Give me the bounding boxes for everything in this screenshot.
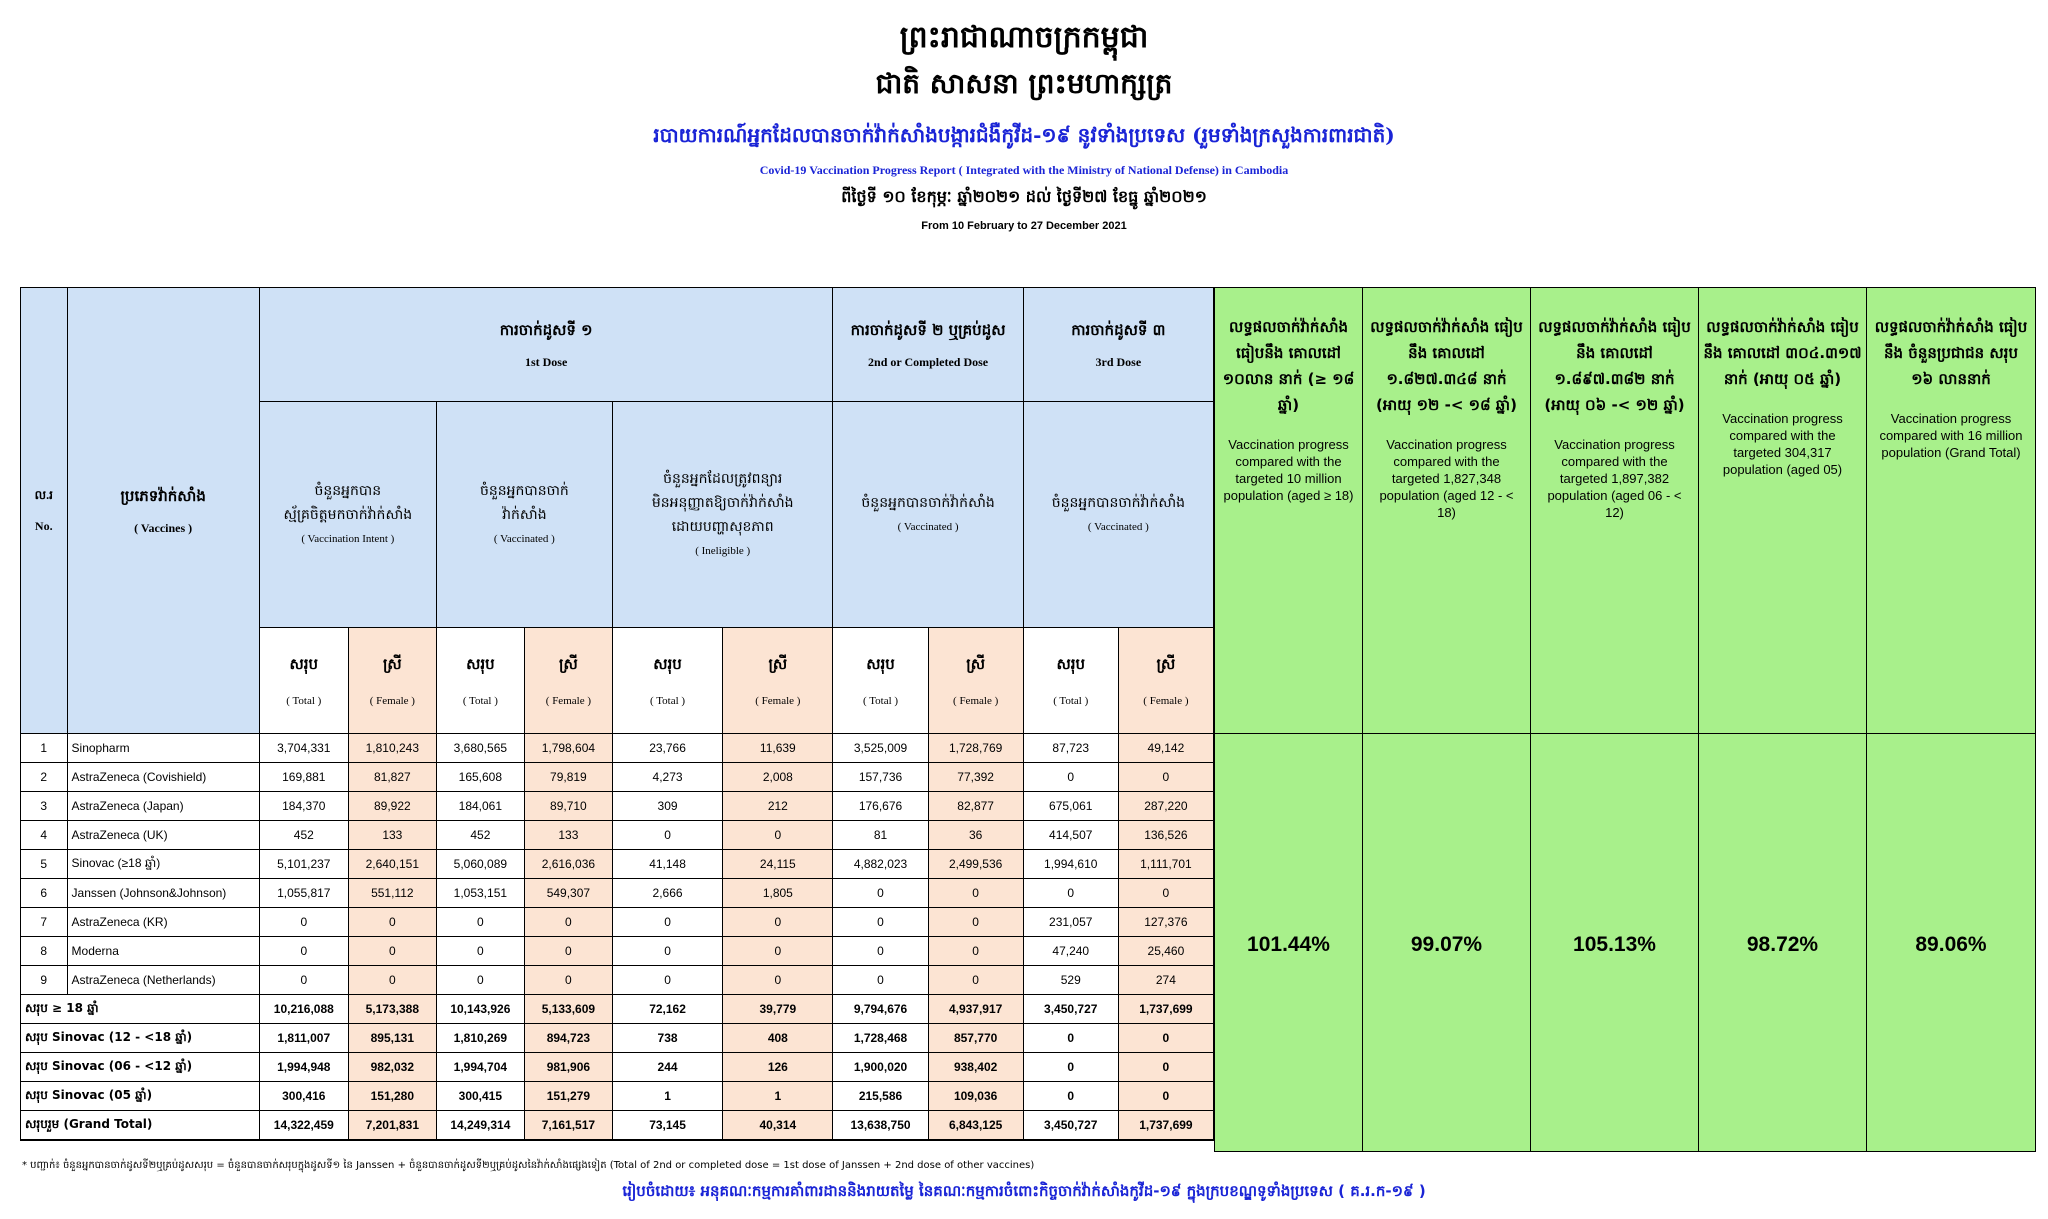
row-number: 1 — [21, 734, 68, 763]
female-cell: 39,779 — [723, 995, 833, 1024]
total-cell: 0 — [436, 908, 524, 937]
female-cell: 0 — [1118, 1024, 1213, 1053]
footnote: * បញ្ជាក់៖ ចំនួនអ្នកបានចាក់ដូសទី២ឬគ្រប់ដូសសរុប = ចំនួនបានចាក់សរុបក្នុងដូសទី១ នៃ Janssen + ចំនួនបានចាក់ដូសទី២ឬគ្រប់ដូសនៃវ៉ាក់សាំងផ្សេងទៀត (Total of 2nd or completed dose = 1st dose of Janssen + 2nd dose of other vaccines) — [22, 1160, 1035, 1171]
vaccine-name: AstraZeneca (Covishield) — [67, 763, 259, 792]
progress-column — [1698, 287, 1867, 1152]
total-row — [21, 1082, 1214, 1111]
female-cell: 1,728,769 — [928, 734, 1023, 763]
female-cell: 7,201,831 — [348, 1111, 436, 1140]
female-cell: 133 — [524, 821, 612, 850]
progress-desc-en: Vaccination progress compared with the targeted 1,897,382 population (aged 06 - < 12) — [1547, 437, 1682, 520]
motto: ជាតិ សាសនា ព្រះមហាក្សត្រ — [875, 67, 1173, 100]
table-row — [21, 966, 1214, 995]
total-cell: 300,415 — [436, 1082, 524, 1111]
total-cell: 73,145 — [612, 1111, 722, 1140]
progress-percentage: 99.07% — [1410, 933, 1483, 956]
total-cell: 5,060,089 — [436, 850, 524, 879]
total-cell: 1,994,610 — [1023, 850, 1118, 879]
total-row — [21, 995, 1214, 1024]
progress-title-km: លទ្ធផលចាក់វ៉ាក់សាំង ធៀបនឹង គោលដៅ ៣០៤.៣១៧ នាក់ (អាយុ ០៥ ឆ្នាំ) — [1703, 318, 1862, 388]
vaccine-name: AstraZeneca (Netherlands) — [67, 966, 259, 995]
period-km: ពីថ្ងៃទី ១០ ខែកុម្ភៈ ឆ្នាំ២០២១ ដល់ ថ្ងៃទី២៧ ខែធ្នូ ឆ្នាំ២០២១ — [841, 187, 1207, 206]
female-cell: 0 — [723, 966, 833, 995]
female-cell: 894,723 — [524, 1024, 612, 1053]
dose3-vaccinated-header: ចំនួនអ្នកបានចាក់វ៉ាក់សាំង ( Vaccinated ) — [1023, 402, 1213, 628]
female-header: ស្រី ( Female ) — [1118, 628, 1213, 734]
female-cell: 2,640,151 — [348, 850, 436, 879]
table-row — [21, 937, 1214, 966]
progress-percentage: 105.13% — [1573, 933, 1656, 956]
female-cell: 89,710 — [524, 792, 612, 821]
total-cell: 414,507 — [1023, 821, 1118, 850]
total-cell: 0 — [833, 879, 928, 908]
progress-column — [1362, 287, 1531, 1152]
total-cell: 1,811,007 — [259, 1024, 348, 1053]
female-cell: 287,220 — [1118, 792, 1213, 821]
progress-header — [1699, 288, 1866, 734]
total-header: សរុប ( Total ) — [259, 628, 348, 734]
female-cell: 0 — [348, 908, 436, 937]
row-number: 9 — [21, 966, 68, 995]
total-cell: 47,240 — [1023, 937, 1118, 966]
total-cell: 10,143,926 — [436, 995, 524, 1024]
female-cell: 0 — [524, 908, 612, 937]
female-cell: 89,922 — [348, 792, 436, 821]
female-cell: 2,499,536 — [928, 850, 1023, 879]
total-cell: 1,900,020 — [833, 1053, 928, 1082]
female-cell: 0 — [928, 879, 1023, 908]
dose3-header: ការចាក់ដូសទី ៣ 3rd Dose — [1023, 288, 1213, 402]
female-cell: 11,639 — [723, 734, 833, 763]
total-row — [21, 1024, 1214, 1053]
female-cell: 4,937,917 — [928, 995, 1023, 1024]
total-cell: 0 — [259, 966, 348, 995]
total-cell: 13,638,750 — [833, 1111, 928, 1140]
total-cell: 3,450,727 — [1023, 995, 1118, 1024]
dose2-vaccinated-header: ចំនួនអ្នកបានចាក់វ៉ាក់សាំង ( Vaccinated ) — [833, 402, 1023, 628]
total-cell: 81 — [833, 821, 928, 850]
total-cell: 1,053,151 — [436, 879, 524, 908]
progress-column — [1866, 287, 2036, 1152]
female-cell: 151,280 — [348, 1082, 436, 1111]
row-number: 8 — [21, 937, 68, 966]
total-cell: 184,370 — [259, 792, 348, 821]
total-cell: 157,736 — [833, 763, 928, 792]
female-header: ស្រី ( Female ) — [723, 628, 833, 734]
ineligible-header: ចំនួនអ្នកដែលត្រូវពន្យារ មិនអនុញ្ញាតឱ្យចាក់វ៉ាក់សាំង ដោយបញ្ហាសុខភាព ( Ineligible ) — [612, 402, 833, 628]
progress-percentage: 89.06% — [1915, 933, 1987, 956]
female-cell: 938,402 — [928, 1053, 1023, 1082]
row-number: 7 — [21, 908, 68, 937]
table-row — [21, 879, 1214, 908]
total-cell: 0 — [1023, 1082, 1118, 1111]
progress-title-km: លទ្ធផលចាក់វ៉ាក់សាំង ធៀបនឹង ចំនួនប្រជាជន សរុប ១៦ លាននាក់ — [1874, 318, 2028, 388]
report-title-en: Covid-19 Vaccination Progress Report ( Integrated with the Ministry of National Defense) in Cambodia — [759, 163, 1289, 177]
female-cell: 0 — [1118, 1053, 1213, 1082]
total-cell: 0 — [259, 937, 348, 966]
total-cell: 215,586 — [833, 1082, 928, 1111]
progress-title-km: លទ្ធផលចាក់វ៉ាក់សាំង ធៀបនឹង គោលដៅ ១.៨៩៧.៣៨២ នាក់ (អាយុ ០៦ -< ១២ ឆ្នាំ) — [1538, 318, 1691, 414]
progress-desc-en: Vaccination progress compared with the targeted 1,827,348 population (aged 12 - < 18) — [1379, 437, 1514, 520]
table-row — [21, 734, 1214, 763]
female-cell: 2,616,036 — [524, 850, 612, 879]
female-cell: 24,115 — [723, 850, 833, 879]
female-cell: 982,032 — [348, 1053, 436, 1082]
vaccine-name: AstraZeneca (Japan) — [67, 792, 259, 821]
total-cell: 72,162 — [612, 995, 722, 1024]
total-cell: 0 — [833, 908, 928, 937]
prepared-by: រៀបចំដោយ៖ អនុគណៈកម្មការគាំពារដាននិងរាយតម្លៃ នៃគណៈកម្មការចំពោះកិច្ចចាក់វ៉ាក់សាំងកូវីដ-១៩ ក្នុងក្របខណ្ឌទូទាំងប្រទេស ( គ.រ.ក-១៩ ) — [622, 1182, 1426, 1200]
female-cell: 1,111,701 — [1118, 850, 1213, 879]
intent-header: ចំនួនអ្នកបាន ស្ម័គ្រចិត្តមកចាក់វ៉ាក់សាំង ( Vaccination Intent ) — [259, 402, 436, 628]
dose2-header: ការចាក់ដូសទី ២ ឬគ្រប់ដូស 2nd or Completed Dose — [833, 288, 1023, 402]
total-cell: 1,994,948 — [259, 1053, 348, 1082]
female-cell: 0 — [1118, 879, 1213, 908]
progress-header — [1215, 288, 1362, 734]
period-en: From 10 February to 27 December 2021 — [921, 220, 1127, 232]
total-cell: 309 — [612, 792, 722, 821]
female-cell: 6,843,125 — [928, 1111, 1023, 1140]
total-cell: 184,061 — [436, 792, 524, 821]
female-cell: 0 — [723, 821, 833, 850]
total-header: សរុប ( Total ) — [1023, 628, 1118, 734]
female-cell: 0 — [524, 937, 612, 966]
row-number: 2 — [21, 763, 68, 792]
female-cell: 551,112 — [348, 879, 436, 908]
table-row — [21, 821, 1214, 850]
progress-title-km: លទ្ធផលចាក់វ៉ាក់សាំង ធៀបនឹង គោលដៅ ១០លាន នាក់ (≥ ១៨ ឆ្នាំ) — [1222, 318, 1355, 414]
female-cell: 40,314 — [723, 1111, 833, 1140]
female-header: ស្រី ( Female ) — [524, 628, 612, 734]
vaccine-name: Moderna — [67, 937, 259, 966]
report-title-km: របាយការណ៍អ្នកដែលបានចាក់វ៉ាក់សាំងបង្ការជំងឺកូវីដ-១៩ នូវទាំងប្រទេស (រួមទាំងក្រសួងការពារជាតិ) — [653, 123, 1395, 147]
female-cell: 549,307 — [524, 879, 612, 908]
progress-header — [1363, 288, 1530, 734]
vaccine-name: Janssen (Johnson&Johnson) — [67, 879, 259, 908]
total-row — [21, 1053, 1214, 1082]
female-cell: 1,737,699 — [1118, 995, 1213, 1024]
female-cell: 0 — [524, 966, 612, 995]
total-cell: 0 — [259, 908, 348, 937]
total-cell: 231,057 — [1023, 908, 1118, 937]
progress-header — [1531, 288, 1698, 734]
total-cell: 1,728,468 — [833, 1024, 928, 1053]
vaccine-name: AstraZeneca (UK) — [67, 821, 259, 850]
progress-percentage: 101.44% — [1247, 933, 1330, 956]
total-cell: 1,055,817 — [259, 879, 348, 908]
total-cell: 3,450,727 — [1023, 1111, 1118, 1140]
female-cell: 0 — [928, 908, 1023, 937]
total-cell: 0 — [1023, 879, 1118, 908]
female-cell: 77,392 — [928, 763, 1023, 792]
female-cell: 7,161,517 — [524, 1111, 612, 1140]
row-number: 3 — [21, 792, 68, 821]
total-cell: 738 — [612, 1024, 722, 1053]
total-cell: 87,723 — [1023, 734, 1118, 763]
female-cell: 136,526 — [1118, 821, 1213, 850]
total-cell: 1,810,269 — [436, 1024, 524, 1053]
total-label: សរុប Sinovac (12 - <18 ឆ្នាំ) — [21, 1024, 260, 1053]
total-cell: 0 — [436, 937, 524, 966]
female-cell: 151,279 — [524, 1082, 612, 1111]
total-cell: 165,608 — [436, 763, 524, 792]
total-cell: 41,148 — [612, 850, 722, 879]
total-cell: 5,101,237 — [259, 850, 348, 879]
progress-column — [1214, 287, 1363, 1152]
female-cell: 1,805 — [723, 879, 833, 908]
total-label: សរុប Sinovac (05 ឆ្នាំ) — [21, 1082, 260, 1111]
total-header: សរុប ( Total ) — [833, 628, 928, 734]
female-cell: 895,131 — [348, 1024, 436, 1053]
female-cell: 82,877 — [928, 792, 1023, 821]
total-label: សរុបរួម (Grand Total) — [21, 1111, 260, 1140]
total-label: សរុប Sinovac (06 - <12 ឆ្នាំ) — [21, 1053, 260, 1082]
no-header: ល.រ No. — [21, 288, 68, 734]
female-cell: 0 — [928, 966, 1023, 995]
total-cell: 2,666 — [612, 879, 722, 908]
total-cell: 14,322,459 — [259, 1111, 348, 1140]
vaccine-header: ប្រភេទវ៉ាក់សាំង ( Vaccines ) — [67, 288, 259, 734]
female-cell: 981,906 — [524, 1053, 612, 1082]
vaccine-name: Sinopharm — [67, 734, 259, 763]
total-cell: 23,766 — [612, 734, 722, 763]
vaccine-name: AstraZeneca (KR) — [67, 908, 259, 937]
total-cell: 529 — [1023, 966, 1118, 995]
female-cell: 2,008 — [723, 763, 833, 792]
total-cell: 9,794,676 — [833, 995, 928, 1024]
female-cell: 0 — [348, 966, 436, 995]
dose1-header: ការចាក់ដូសទី ១ 1st Dose — [259, 288, 833, 402]
table-row — [21, 792, 1214, 821]
total-cell: 3,704,331 — [259, 734, 348, 763]
female-cell: 79,819 — [524, 763, 612, 792]
total-cell: 4,273 — [612, 763, 722, 792]
total-cell: 14,249,314 — [436, 1111, 524, 1140]
vaccinated-header: ចំនួនអ្នកបានចាក់ វ៉ាក់សាំង ( Vaccinated ) — [436, 402, 612, 628]
female-cell: 212 — [723, 792, 833, 821]
total-cell: 452 — [436, 821, 524, 850]
female-cell: 0 — [723, 937, 833, 966]
female-cell: 0 — [348, 937, 436, 966]
total-cell: 452 — [259, 821, 348, 850]
total-header: សរុប ( Total ) — [436, 628, 524, 734]
female-cell: 1 — [723, 1082, 833, 1111]
total-cell: 0 — [436, 966, 524, 995]
female-cell: 1,798,604 — [524, 734, 612, 763]
female-header: ស្រី ( Female ) — [928, 628, 1023, 734]
progress-header — [1867, 288, 2035, 734]
female-cell: 109,036 — [928, 1082, 1023, 1111]
table-row — [21, 763, 1214, 792]
progress-percentage: 98.72% — [1746, 933, 1819, 956]
female-cell: 0 — [723, 908, 833, 937]
total-header: សរុប ( Total ) — [612, 628, 722, 734]
row-number: 4 — [21, 821, 68, 850]
total-cell: 0 — [1023, 1024, 1118, 1053]
female-header: ស្រី ( Female ) — [348, 628, 436, 734]
total-cell: 10,216,088 — [259, 995, 348, 1024]
total-row — [21, 1111, 1214, 1140]
female-cell: 408 — [723, 1024, 833, 1053]
progress-desc-en: Vaccination progress compared with the targeted 304,317 population (aged 05) — [1722, 411, 1843, 477]
progress-desc-en: Vaccination progress compared with the targeted 10 million population (aged ≥ 18) — [1223, 437, 1354, 503]
total-cell: 0 — [833, 966, 928, 995]
vaccination-table — [20, 287, 1214, 1141]
total-cell: 0 — [833, 937, 928, 966]
total-cell: 244 — [612, 1053, 722, 1082]
row-number: 6 — [21, 879, 68, 908]
total-cell: 1,994,704 — [436, 1053, 524, 1082]
total-cell: 0 — [612, 966, 722, 995]
total-cell: 0 — [1023, 763, 1118, 792]
female-cell: 133 — [348, 821, 436, 850]
total-cell: 3,525,009 — [833, 734, 928, 763]
female-cell: 5,133,609 — [524, 995, 612, 1024]
total-cell: 1 — [612, 1082, 722, 1111]
female-cell: 25,460 — [1118, 937, 1213, 966]
female-cell: 1,810,243 — [348, 734, 436, 763]
female-cell: 1,737,699 — [1118, 1111, 1213, 1140]
total-label: សរុប ≥ 18 ឆ្នាំ — [21, 995, 260, 1024]
total-cell: 0 — [612, 908, 722, 937]
table-row — [21, 850, 1214, 879]
total-cell: 4,882,023 — [833, 850, 928, 879]
female-cell: 0 — [1118, 1082, 1213, 1111]
progress-desc-en: Vaccination progress compared with 16 million population (Grand Total) — [1879, 411, 2023, 460]
progress-column — [1530, 287, 1699, 1152]
total-cell: 0 — [612, 937, 722, 966]
female-cell: 36 — [928, 821, 1023, 850]
total-cell: 300,416 — [259, 1082, 348, 1111]
vaccine-name: Sinovac (≥18 ឆ្នាំ) — [67, 850, 259, 879]
total-cell: 176,676 — [833, 792, 928, 821]
progress-title-km: លទ្ធផលចាក់វ៉ាក់សាំង ធៀបនឹង គោលដៅ ១.៨២៧.៣៤៨ នាក់ (អាយុ ១២ -< ១៨ ឆ្នាំ) — [1370, 318, 1523, 414]
kingdom-title: ព្រះរាជាណាចក្រកម្ពុជា — [899, 20, 1149, 55]
female-cell: 127,376 — [1118, 908, 1213, 937]
female-cell: 81,827 — [348, 763, 436, 792]
female-cell: 0 — [928, 937, 1023, 966]
female-cell: 49,142 — [1118, 734, 1213, 763]
female-cell: 126 — [723, 1053, 833, 1082]
row-number: 5 — [21, 850, 68, 879]
total-cell: 675,061 — [1023, 792, 1118, 821]
female-cell: 0 — [1118, 763, 1213, 792]
female-cell: 274 — [1118, 966, 1213, 995]
total-cell: 0 — [612, 821, 722, 850]
total-cell: 0 — [1023, 1053, 1118, 1082]
female-cell: 857,770 — [928, 1024, 1023, 1053]
table-row — [21, 908, 1214, 937]
female-cell: 5,173,388 — [348, 995, 436, 1024]
total-cell: 169,881 — [259, 763, 348, 792]
total-cell: 3,680,565 — [436, 734, 524, 763]
